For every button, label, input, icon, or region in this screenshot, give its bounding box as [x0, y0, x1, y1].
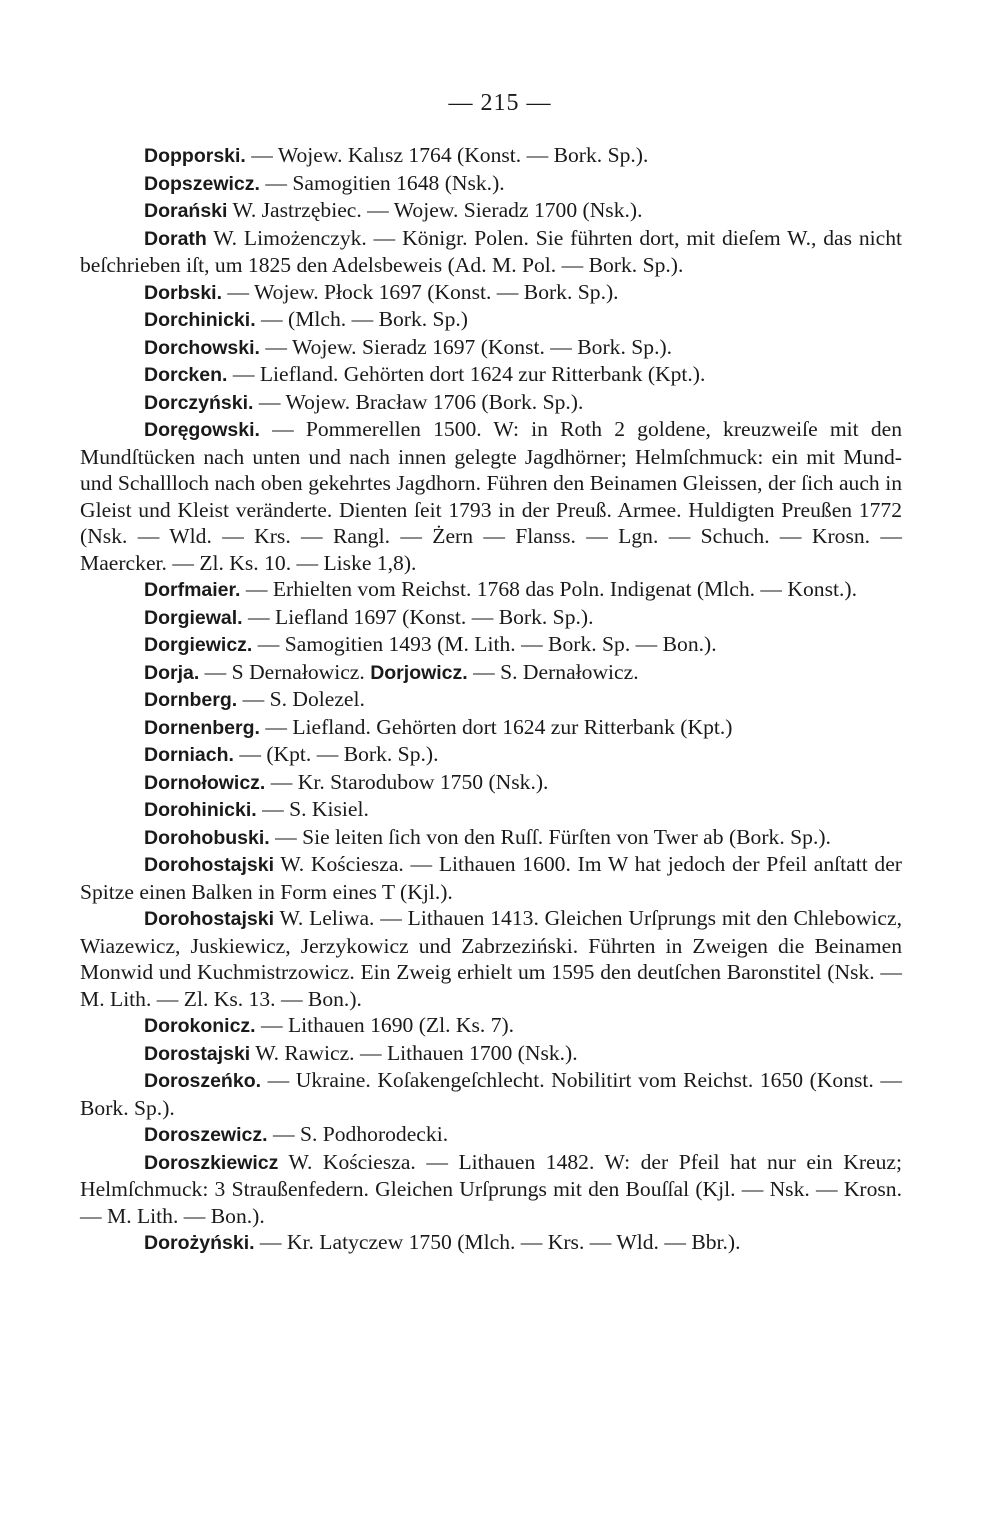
entry-name: Dorchinicki.: [144, 309, 256, 331]
entry: [80, 1040, 902, 1068]
entry-text: — Erhielten vom Reichst. 1768 das Poln. Indigenat (Mlch. — Konst.).: [240, 577, 857, 601]
entry: [80, 604, 902, 632]
entry-text: — Pommerellen 1500. W: in Roth 2 goldene, kreuzweiſe mit den Mundſtücken nach unten und nach innen gelegte Jagdhörner; Helmſchmuck: ein mit Mund- und Schallloch nach oben gekehrtes Jagdhorn. Führen den Beinamen Gleissen, der ſich auch in Gleist und Kleist veränderte. Dienten ſeit 1793 in der Preuß. Armee. Huldigten Preußen 1772 (Nsk. — Wld. — Krs. — Rangl. — Żern — Flanss. — Lgn. — Schuch. — Krosn. — Maercker. — Zl. Ks. 10. — Liske 1,8).: [80, 417, 902, 575]
entry: [80, 279, 902, 307]
entry: [80, 741, 902, 769]
entry: [80, 1229, 902, 1257]
entry-name: Dorjowicz.: [370, 661, 468, 684]
entry: [80, 306, 902, 334]
entry: [80, 170, 902, 198]
entry-name: Dorohobuski.: [144, 826, 270, 849]
entry-text: W. Limożenczyk. — Königr. Polen. Sie führten dort, mit dieſem W., das nicht beſchrieben iſt, um 1825 den Adelsbeweis (Ad. M. Pol. — Bork. Sp.).: [80, 225, 902, 277]
entry-name: Dorokonicz.: [144, 1015, 256, 1037]
entry-text: — Liefland 1697 (Konst. — Bork. Sp.).: [242, 604, 594, 629]
entry-name: Dornenberg.: [144, 716, 260, 739]
entry-text: — Wojew. Płock 1697 (Konst. — Bork. Sp.).: [222, 279, 619, 304]
entry: [80, 659, 902, 687]
entry-name: Dopszewicz.: [144, 172, 260, 195]
entry-text: — S. Podhorodecki.: [267, 1122, 449, 1146]
entry-name: Doroszeńko.: [144, 1070, 262, 1092]
entry: [80, 142, 902, 170]
entry: [80, 1012, 902, 1040]
entry-text: — Kr. Starodubow 1750 (Nsk.).: [265, 769, 549, 794]
entry-name: Dorgiewal.: [144, 606, 243, 629]
entry: [80, 389, 902, 417]
entry: [80, 225, 902, 279]
entry-name: Dorożyński.: [144, 1232, 255, 1254]
entry-name: Dorfmaier.: [144, 579, 241, 601]
entry-name: Doroszkiewicz: [144, 1151, 279, 1174]
entry-text: — Lithauen 1690 (Zl. Ks. 7).: [255, 1013, 515, 1037]
entry: [80, 1067, 902, 1121]
entry-text: — (Mlch. — Bork. Sp.): [255, 307, 468, 331]
entry-name: Dorohinicki.: [144, 799, 257, 821]
entry-text: — Wojew. Sieradz 1697 (Konst. — Bork. Sp.).: [259, 334, 673, 359]
entry-name: Dornołowicz.: [144, 771, 266, 794]
entry-text: — Liefland. Gehörten dort 1624 zur Ritterbank (Kpt.).: [227, 362, 706, 386]
page-number: — 215 —: [448, 90, 552, 116]
entry: [80, 576, 902, 604]
entry-text: W. Jastrzębiec. — Wojew. Sieradz 1700 (Nsk.).: [227, 198, 643, 222]
entry-text: — S. Dernałowicz.: [467, 659, 639, 684]
entry-text: — S. Kisiel.: [256, 797, 369, 821]
entry-name: Dorja.: [144, 661, 200, 684]
entry: [80, 1121, 902, 1149]
entry-name: Dorgiewicz.: [144, 634, 253, 656]
entry-name: Dorcken.: [144, 364, 228, 386]
entry: [80, 769, 902, 797]
entry-name: Dorostajski: [144, 1042, 251, 1065]
entry-text: W. Leliwa. — Lithauen 1413. Gleichen Urſprungs mit den Chlebowicz, Wiazewicz, Juskiewicz, Jerzykowicz und Zabrzeziński. Führten in Zweigen die Beinamen Monwid und Kuchmistrzowicz. Ein Zweig erhielt um 1595 den deutſchen Baronstitel (Nsk. — M. Lith. — Zl. Ks. 13. — Bon.).: [80, 906, 902, 1011]
entry-name: Dorniach.: [144, 744, 234, 766]
entry-name: Doroszewicz.: [144, 1124, 268, 1146]
entry-name: Dorański: [144, 200, 228, 222]
entry-name: Dorczyński.: [144, 391, 254, 414]
entry-name: Doręgowski.: [144, 419, 260, 441]
entry: [80, 851, 902, 905]
entry-text: — S Dernałowicz.: [199, 659, 365, 684]
entry: [80, 361, 902, 389]
entry-name: Dorbski.: [144, 281, 223, 304]
entry: [80, 197, 902, 225]
entry: [80, 334, 902, 362]
entry-text: — S. Dolezel.: [237, 687, 365, 711]
entry-name: Dorchowski.: [144, 336, 260, 359]
entry-name: Dornberg.: [144, 689, 238, 711]
entry-text: W. Kościesza. — Lithauen 1600. Im W hat jedoch der Pfeil anſtatt der Spitze einen Balken in Form eines T (Kjl.).: [80, 852, 902, 904]
entry-text: — Wojew. Kalısz 1764 (Konst. — Bork. Sp.).: [245, 143, 649, 167]
entry: [80, 824, 902, 852]
entry: [80, 631, 902, 659]
dictionary-entries: [80, 142, 902, 1257]
entry: [80, 796, 902, 824]
entry: [80, 686, 902, 714]
entry-text: W. Rawicz. — Lithauen 1700 (Nsk.).: [250, 1040, 578, 1065]
entry: [80, 416, 902, 576]
entry: [80, 714, 902, 742]
entry-text: — Wojew. Bracław 1706 (Bork. Sp.).: [253, 389, 584, 414]
entry-text: W. Kościesza. — Lithauen 1482. W: der Pfeil hat nur ein Kreuz; Helmſchmuck: 3 Straußenfedern. Gleichen Urſprungs mit den Bouſſal (Kjl. — Nsk. — Krosn. — M. Lith. — Bon.).: [80, 1149, 902, 1228]
entry-name: Dorohostajski: [144, 908, 275, 930]
entry-text: — Kr. Latyczew 1750 (Mlch. — Krs. — Wld. — Bbr.).: [254, 1230, 741, 1254]
entry: [80, 905, 902, 1012]
entry-text: — Samogitien 1648 (Nsk.).: [259, 170, 505, 195]
entry-text: — Sie leiten ſich von den Ruſſ. Fürſten von Twer ab (Bork. Sp.).: [269, 824, 831, 849]
entry: [80, 1149, 902, 1230]
entry-name: Dorath: [144, 227, 207, 250]
entry-text: — Ukraine. Koſakengeſchlecht. Nobilitirt vom Reichst. 1650 (Konst. — Bork. Sp.).: [80, 1068, 902, 1120]
entry-name: Dopporski.: [144, 145, 246, 167]
entry-name: Dorohostajski: [144, 854, 275, 876]
entry-text: — Liefland. Gehörten dort 1624 zur Ritterbank (Kpt.): [259, 714, 733, 739]
entry-text: — (Kpt. — Bork. Sp.).: [233, 742, 439, 766]
entry-text: — Samogitien 1493 (M. Lith. — Bork. Sp. — Bon.).: [252, 632, 717, 656]
